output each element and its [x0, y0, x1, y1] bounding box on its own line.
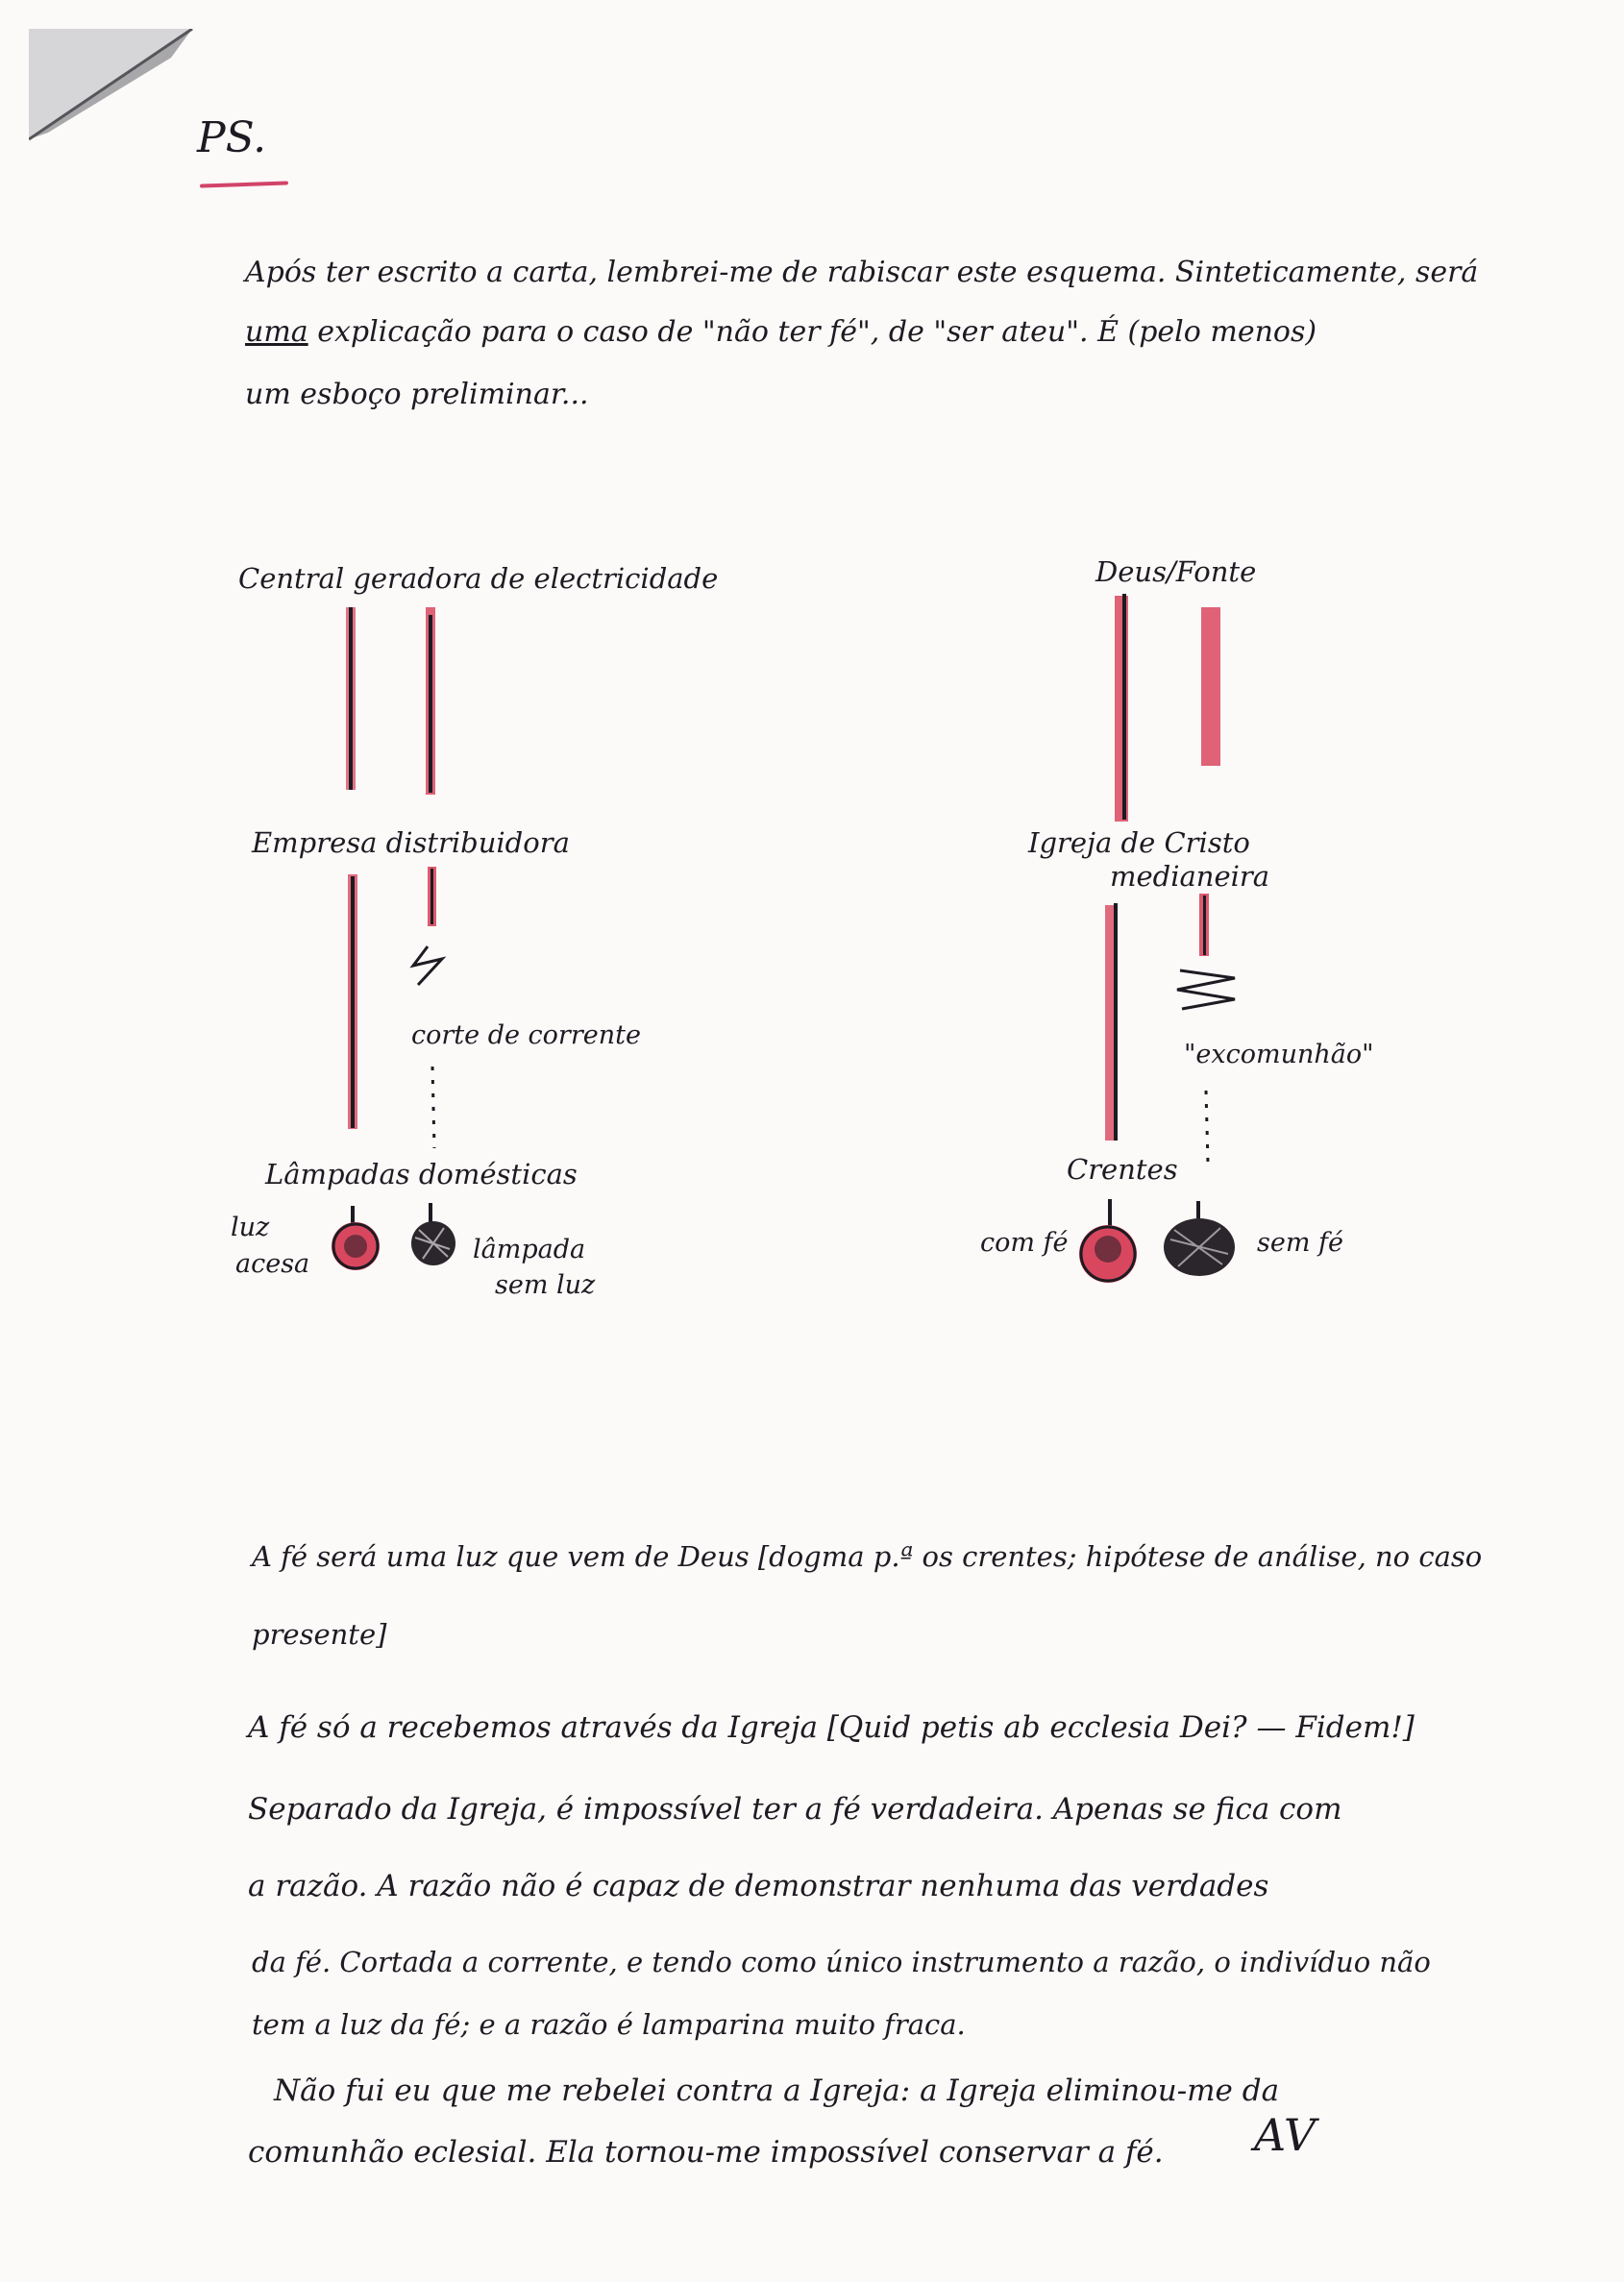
left-source-wire — [346, 607, 356, 790]
right-lit-bulb — [1079, 1199, 1137, 1283]
left-top-label: Central geradora de electricidade — [238, 562, 719, 595]
body-line-7: tem a luz da fé; e a razão é lamparina muito fraca. — [252, 2008, 966, 2041]
right-top-label: Deus/Fonte — [1095, 555, 1257, 588]
left-unlit-bulb — [411, 1203, 455, 1265]
right-middle-label-1: Igreja de Cristo — [1028, 826, 1250, 859]
right-break-label: "excomunhão" — [1184, 1040, 1374, 1069]
right-unlit-label: sem fé — [1257, 1228, 1343, 1258]
left-break-zigzag — [413, 946, 442, 985]
right-unlit-bulb — [1164, 1201, 1235, 1276]
right-source-wire — [1115, 594, 1128, 822]
body-line-6: da fé. Cortada a corrente, e tendo como único instrumento a razão, o indivíduo não — [252, 1946, 1431, 1978]
right-red-beam — [1201, 607, 1220, 766]
body-line-1: A fé será uma luz que vem de Deus [dogma p.ª os crentes; hipótese de análise, no caso — [252, 1540, 1483, 1573]
left-lit-bulb — [332, 1206, 380, 1270]
right-lit-label: com fé — [980, 1228, 1069, 1258]
left-middle-label: Empresa distribuidora — [252, 826, 570, 859]
body-line-9: comunhão eclesial. Ela tornou-me impossível conservar a fé. — [248, 2135, 1164, 2170]
underlined-word: uma — [245, 315, 308, 349]
left-bottom-label: Lâmpadas domésticas — [265, 1158, 578, 1190]
right-dotted-line — [1206, 1091, 1208, 1163]
right-middle-label-2: medianeira — [1110, 860, 1270, 893]
left-cut-wire — [428, 867, 436, 926]
intro-line-2: uma explicação para o caso de "não ter fé", de "ser ateu". É (pelo menos) — [245, 315, 1317, 349]
body-line-5: a razão. A razão não é capaz de demonstrar nenhuma das verdades — [248, 1869, 1269, 1903]
body-line-2: presente] — [252, 1618, 387, 1651]
body-line-8: Não fui eu que me rebelei contra a Igreja: a Igreja eliminou-me da — [274, 2073, 1280, 2108]
body-line-4: Separado da Igreja, é impossível ter a fé verdadeira. Apenas se fica com — [248, 1792, 1342, 1827]
signature: AV — [1254, 2109, 1316, 2161]
right-break-zigzag — [1177, 970, 1235, 1009]
right-church-wire — [1105, 903, 1118, 1141]
body-line-3: A fé só a recebemos através da Igreja [Quid petis ab ecclesia Dei? — Fidem!] — [248, 1710, 1415, 1745]
intro-line-3: um esboço preliminar... — [245, 378, 589, 411]
right-bottom-label: Crentes — [1067, 1153, 1178, 1186]
left-distributor-wire — [348, 874, 357, 1129]
right-cut-wire — [1199, 894, 1209, 956]
left-return-wire — [426, 607, 435, 795]
intro-line-1: Após ter escrito a carta, lembrei-me de rabiscar este esquema. Sinteticamente, será — [245, 256, 1479, 289]
left-unlit-label-1: lâmpada — [473, 1235, 586, 1264]
left-dotted-line — [432, 1067, 434, 1148]
left-break-label: corte de corrente — [411, 1020, 641, 1050]
left-lit-label-1: luz — [231, 1213, 270, 1242]
ps-heading: PS. — [197, 113, 267, 162]
left-unlit-label-2: sem luz — [495, 1270, 596, 1300]
left-lit-label-2: acesa — [235, 1249, 310, 1279]
